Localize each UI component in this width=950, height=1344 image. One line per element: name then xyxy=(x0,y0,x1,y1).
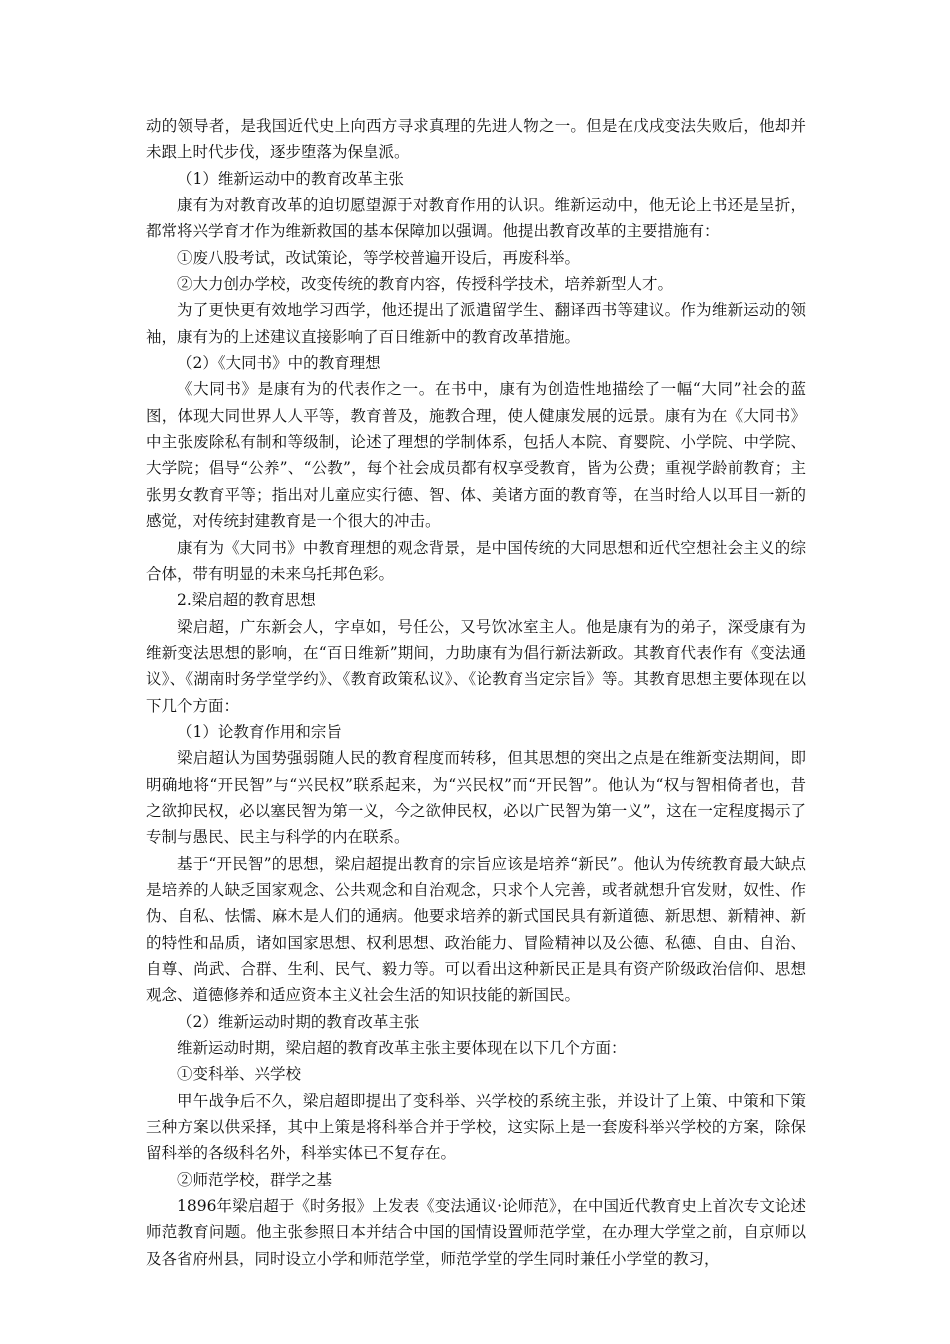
body-paragraph: 康有为对教育改革的迫切愿望源于对教育作用的认识。维新运动中，他无论上书还是呈折，都常将兴学育才作为维新救国的基本保障加以强调。他提出教育改革的主要措施有： xyxy=(146,196,806,241)
section-heading: （1）维新运动中的教育改革主张 xyxy=(177,169,404,188)
section-heading: （1）论教育作用和宗旨 xyxy=(177,722,342,741)
section-heading: 2.梁启超的教育思想 xyxy=(177,591,316,610)
list-item: ①变科举、兴学校 xyxy=(177,1065,302,1084)
body-paragraph: 甲午战争后不久，梁启超即提出了变科举、兴学校的系统主张，并设计了上策、中策和下策三种方案以供采择，其中上策是将科举合并于学校，这实际上是一套废科举兴学校的方案，除保留科举的各级科名外，科举实体已不复存在。 xyxy=(146,1091,806,1163)
body-paragraph: 动的领导者，是我国近代史上向西方寻求真理的先进人物之一。但是在戊戌变法失败后，他却并未跟上时代步伐，逐步堕落为保皇派。 xyxy=(146,117,806,162)
body-paragraph: 康有为《大同书》中教育理想的观念背景，是中国传统的大同思想和近代空想社会主义的综合体，带有明显的未来乌托邦色彩。 xyxy=(146,538,806,583)
body-paragraph: 梁启超，广东新会人，字卓如，号任公，又号饮冰室主人。他是康有为的弟子，深受康有为维新变法思想的影响，在“百日维新”期间，力助康有为倡行新法新政。其教育代表作有《变法通议》、《湖南时务学堂学约》、《教育政策私议》、《论教育当定宗旨》等。其教育思想主要体现在以下几个方面： xyxy=(146,617,806,715)
body-paragraph: 梁启超认为国势强弱随人民的教育程度而转移，但其思想的突出之点是在维新变法期间，即明确地将“开民智”与“兴民权”联系起来，为“兴民权”而“开民智”。他认为“权与智相倚者也，昔之欲抑民权，必以塞民智为第一义，今之欲伸民权，必以广民智为第一义”，这在一定程度揭示了专制与愚民、民主与科学的内在联系。 xyxy=(146,749,806,847)
section-heading: （2）维新运动时期的教育改革主张 xyxy=(177,1012,420,1031)
document-body xyxy=(146,113,806,1272)
body-paragraph: 基于“开民智”的思想，梁启超提出教育的宗旨应该是培养“新民”。他认为传统教育最大缺点是培养的人缺乏国家观念、公共观念和自治观念，只求个人完善，或者就想升官发财，奴性、作伪、自私、怯懦、麻木是人们的通病。他要求培养的新式国民具有新道德、新思想、新精神、新的特性和品质，诸如国家思想、权利思想、政治能力、冒险精神以及公德、私德、自由、自治、自尊、尚武、合群、生利、民气、毅力等。可以看出这种新民正是具有资产阶级政治信仰、思想观念、道德修养和适应资本主义社会生活的知识技能的新国民。 xyxy=(146,854,806,1005)
body-paragraph: 《大同书》是康有为的代表作之一。在书中，康有为创造性地描绘了一幅“大同”社会的蓝图，体现大同世界人人平等，教育普及，施教合理，使人健康发展的远景。康有为在《大同书》中主张废除私有制和等级制，论述了理想的学制体系，包括人本院、育婴院、小学院、中学院、大学院；倡导“公养”、“公教”，每个社会成员都有权享受教育，皆为公费；重视学龄前教育；主张男女教育平等；指出对儿童应实行德、智、体、美诸方面的教育等，在当时给人以耳目一新的感觉，对传统封建教育是一个很大的冲击。 xyxy=(146,380,806,531)
list-item: ①废八股考试，改试策论，等学校普遍开设后，再废科举。 xyxy=(177,248,581,267)
list-item: ②师范学校，群学之基 xyxy=(177,1170,333,1189)
body-paragraph: 1896年梁启超于《时务报》上发表《变法通议·论师范》，在中国近代教育史上首次专文论述师范教育问题。他主张参照日本并结合中国的国情设置师范学堂，在办理大学堂之前，自京师以及各省府州县，同时设立小学和师范学堂，师范学堂的学生同时兼任小学堂的教习， xyxy=(146,1197,806,1268)
body-paragraph: 为了更快更有效地学习西学，他还提出了派遣留学生、翻译西书等建议。作为维新运动的领袖，康有为的上述建议直接影响了百日维新中的教育改革措施。 xyxy=(146,301,806,346)
section-heading: （2）《大同书》中的教育理想 xyxy=(177,354,381,373)
list-item: ②大力创办学校，改变传统的教育内容，传授科学技术，培养新型人才。 xyxy=(177,275,674,294)
body-paragraph: 维新运动时期，梁启超的教育改革主张主要体现在以下几个方面： xyxy=(177,1039,627,1058)
